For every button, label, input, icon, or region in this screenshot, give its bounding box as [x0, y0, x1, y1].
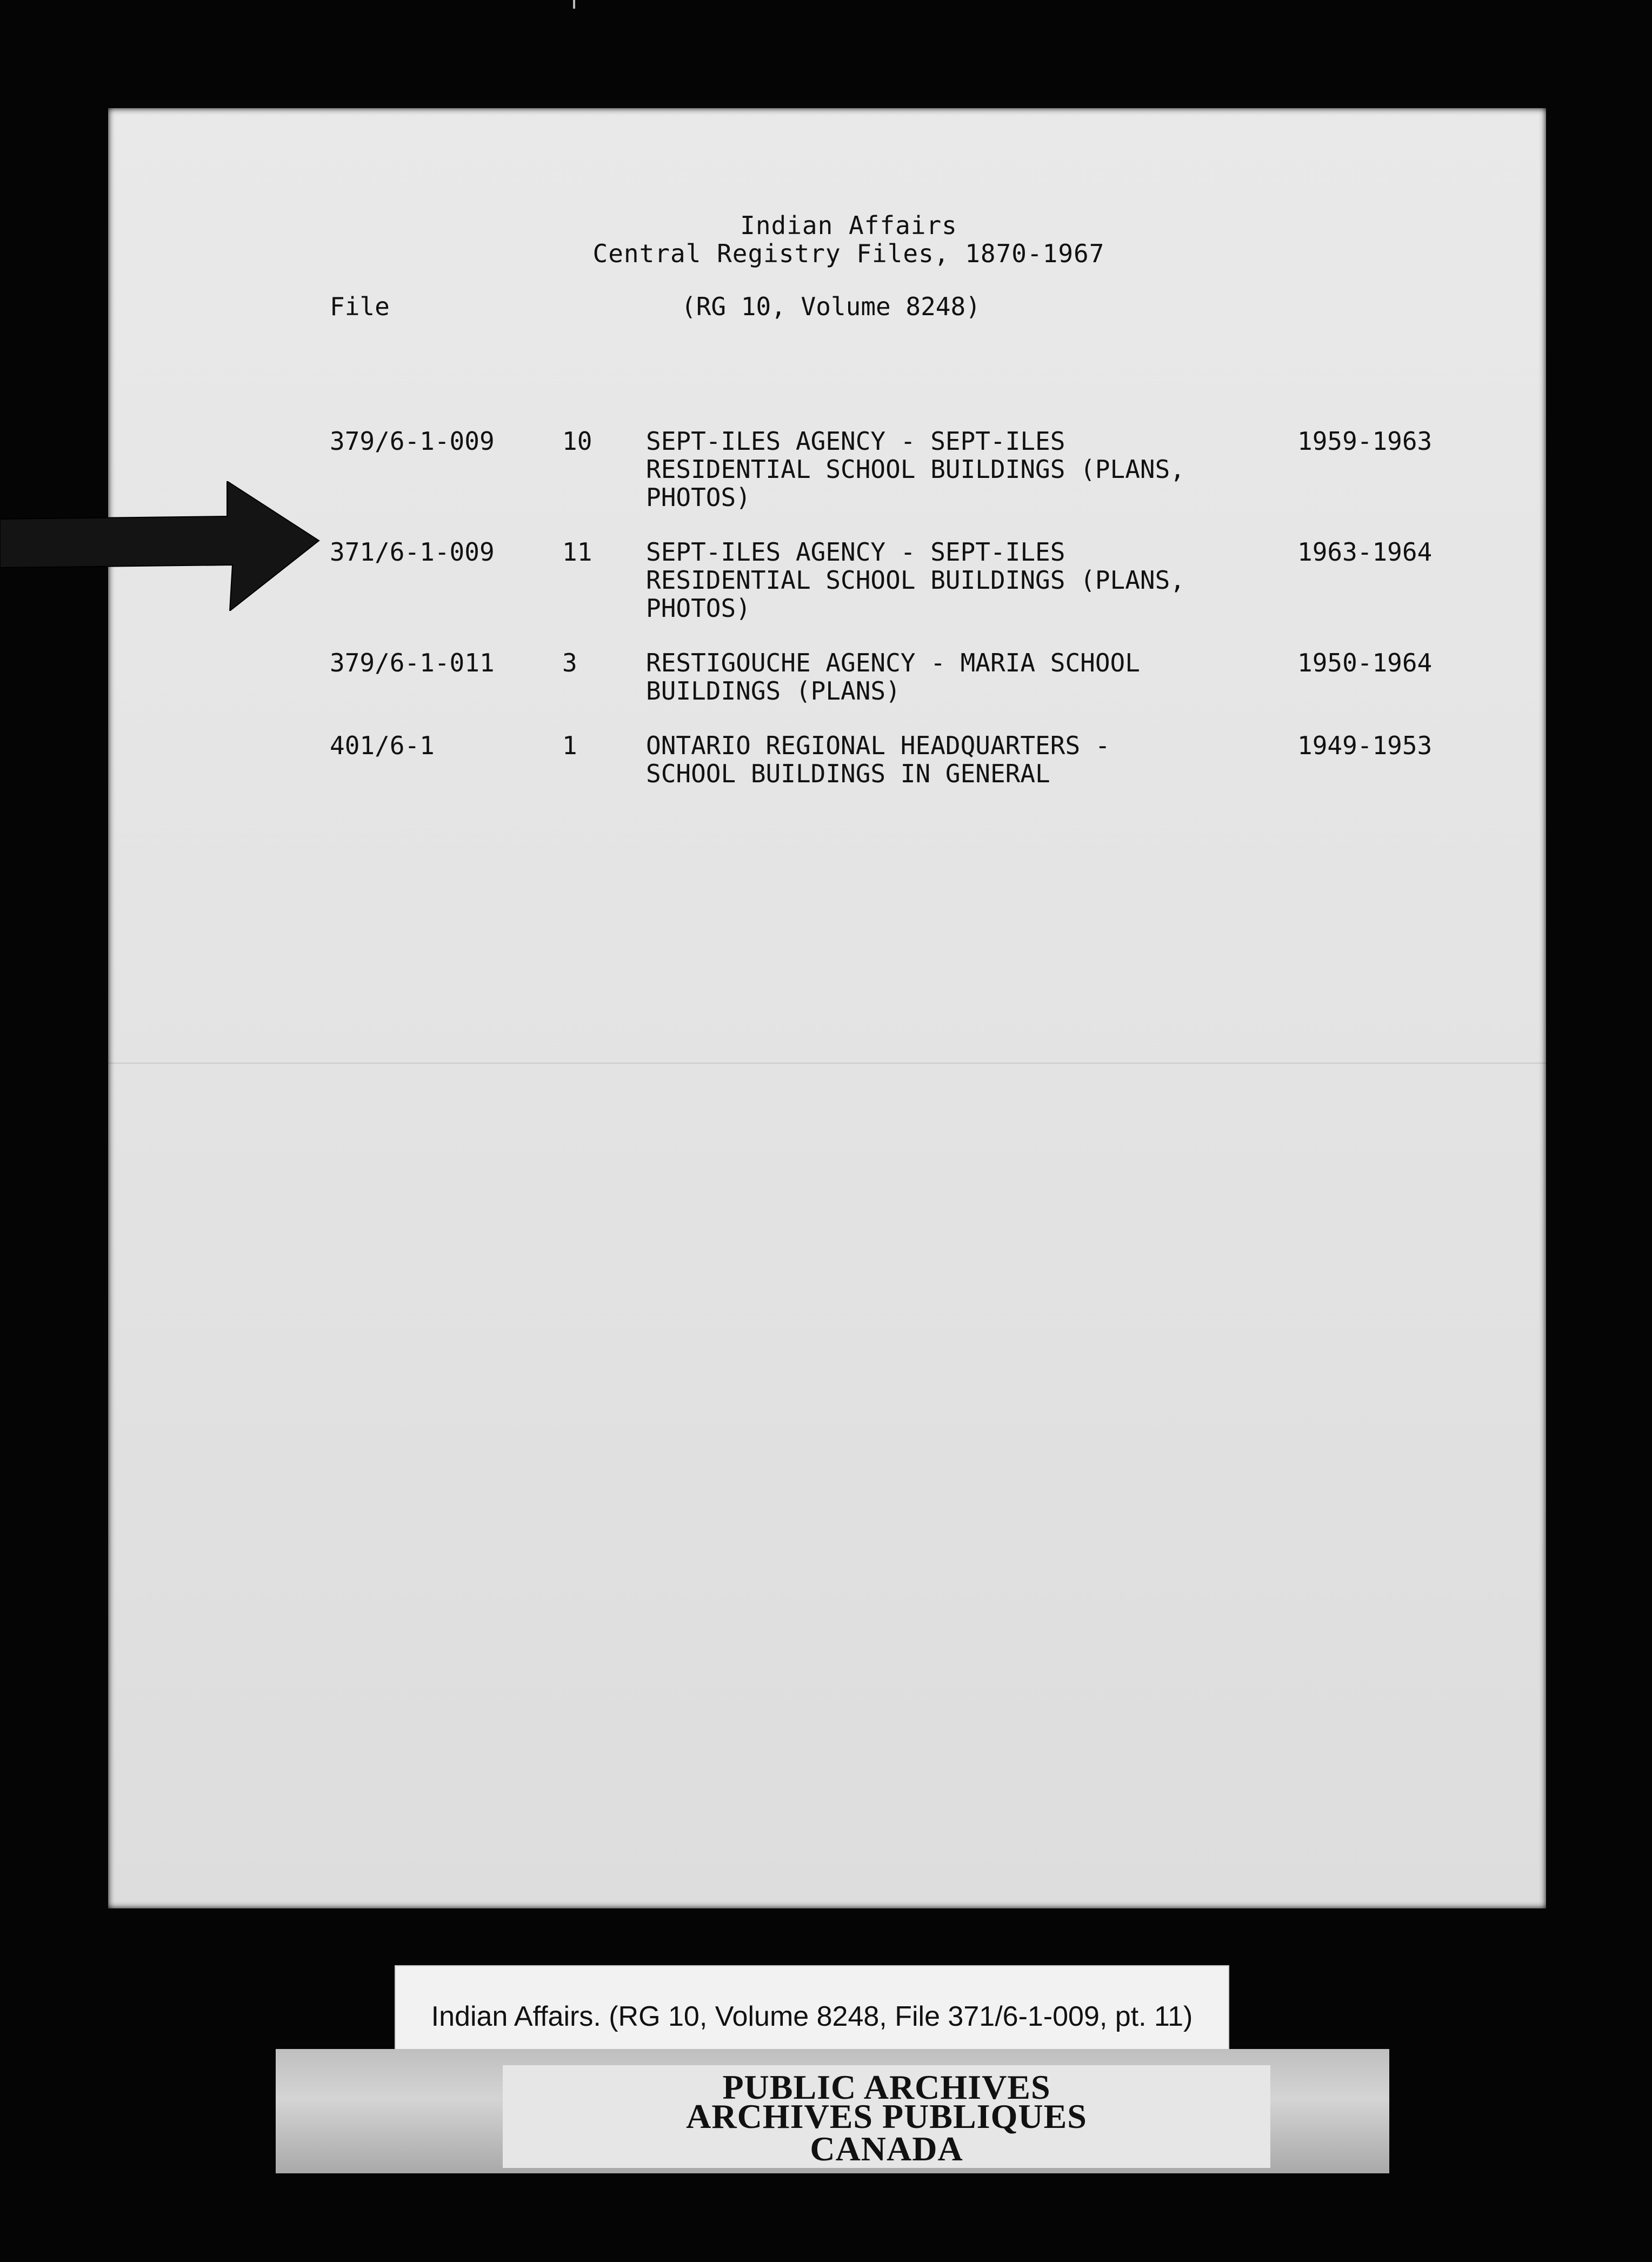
header-subtitle: Central Registry Files, 1870-1967 — [592, 239, 1105, 268]
stamp-line-public-archives: PUBLIC ARCHIVES — [722, 2068, 1051, 2106]
date-range: 1949-1953 — [1297, 731, 1433, 760]
file-description: SEPT-ILES AGENCY - SEPT-ILES RESIDENTIAL SCHOOL BUILDINGS (PLANS, PHOTOS) — [646, 537, 1185, 623]
volume-reference: (RG 10, Volume 8248) — [681, 292, 981, 321]
part-number: 10 — [562, 427, 592, 456]
date-range: 1963-1964 — [1297, 537, 1433, 567]
top-mark — [573, 0, 575, 9]
part-number: 1 — [562, 731, 577, 760]
file-description: RESTIGOUCHE AGENCY - MARIA SCHOOL BUILDINGS (PLANS) — [646, 648, 1140, 706]
stamp-line-canada: CANADA — [810, 2130, 963, 2168]
file-number: 371/6-1-009 — [330, 537, 495, 567]
date-range: 1959-1963 — [1297, 427, 1433, 456]
part-number: 3 — [562, 648, 577, 677]
file-number: 401/6-1 — [330, 731, 435, 760]
document-page — [108, 108, 1546, 1908]
microfilm-caption: Indian Affairs. (RG 10, Volume 8248, File 371/6-1-009, pt. 11) — [395, 1965, 1229, 2067]
arrow-right-icon — [0, 481, 324, 611]
file-list — [108, 108, 1546, 1908]
file-number: 379/6-1-009 — [330, 427, 495, 456]
part-number: 11 — [562, 537, 592, 567]
file-description: SEPT-ILES AGENCY - SEPT-ILES RESIDENTIAL SCHOOL BUILDINGS (PLANS, PHOTOS) — [646, 427, 1185, 512]
file-description: ONTARIO REGIONAL HEADQUARTERS - SCHOOL BUILDINGS IN GENERAL — [646, 731, 1110, 788]
file-column-label: File — [330, 292, 390, 321]
file-number: 379/6-1-011 — [330, 648, 495, 677]
header-title: Indian Affairs — [740, 211, 957, 240]
stamp-line-archives-publiques: ARCHIVES PUBLIQUES — [686, 2097, 1087, 2135]
date-range: 1950-1964 — [1297, 648, 1433, 677]
